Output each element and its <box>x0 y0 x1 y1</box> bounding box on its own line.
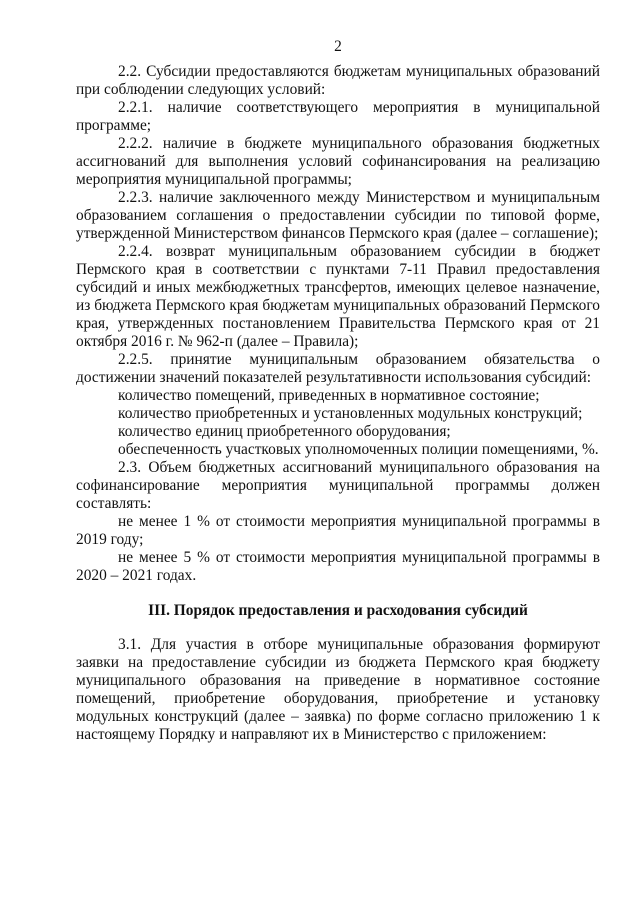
cofinancing-item: не менее 5 % от стоимости мероприятия муниципальной программы в 2020 – 2021 годах. <box>76 549 600 584</box>
paragraph-2-2-2: 2.2.2. наличие в бюджете муниципального образования бюджетных ассигнований для выполнения условий софинансирования на реализацию мероприятия муниципальной программы; <box>76 135 600 188</box>
indicator-item: количество приобретенных и установленных модульных конструкций; <box>118 405 583 422</box>
paragraph-2-3: 2.3. Объем бюджетных ассигнований муниципального образования на софинансирование мероприятия муниципальной программы должен составлять: <box>76 459 600 512</box>
cofinancing-item: не менее 1 % от стоимости мероприятия муниципальной программы в 2019 году; <box>76 513 600 548</box>
paragraph-2-2: 2.2. Субсидии предоставляются бюджетам муниципальных образований при соблюдении следующих условий: <box>76 63 600 98</box>
indicator-item: обеспеченность участковых уполномоченных полиции помещениями, %. <box>118 441 599 458</box>
paragraph-3-1: 3.1. Для участия в отборе муниципальные образования формируют заявки на предоставление субсидии из бюджета Пермского края бюджету муниципального образования на приведение в нормативное состояние помещений, приобретение оборудования, приобретение и установку модульных конструкций (далее – заявка) по форме согласно приложению 1 к настоящему Порядку и направляют их в Министерство с приложением: <box>76 636 600 743</box>
indicator-item: количество помещений, приведенных в нормативное состояние; <box>118 387 540 404</box>
paragraph-2-2-4: 2.2.4. возврат муниципальным образованием субсидии в бюджет Пермского края в соответствии с пунктами 7-11 Правил предоставления субсидий и иных межбюджетных трансфертов, имеющих целевое назначение, из бюджета Пермского края бюджетам муниципальных образований Пермского края, утвержденных постановлением Правительства Пермского края от 21 октября 2016 г. № 962-п (далее – Правила); <box>76 243 600 350</box>
paragraph-2-2-5: 2.2.5. принятие муниципальным образованием обязательства о достижении значений показателей результативности использования субсидий: <box>76 351 600 386</box>
paragraph-2-2-1: 2.2.1. наличие соответствующего мероприятия в муниципальной программе; <box>76 99 600 134</box>
page-number: 2 <box>334 38 342 55</box>
paragraph-2-2-3: 2.2.3. наличие заключенного между Министерством и муниципальным образованием соглашения о предоставлении субсидии по типовой форме, утвержденной Министерством финансов Пермского края (далее – соглашение); <box>76 189 600 242</box>
section-heading: III. Порядок предоставления и расходования субсидий <box>148 602 528 619</box>
indicator-item: количество единиц приобретенного оборудования; <box>118 423 451 440</box>
